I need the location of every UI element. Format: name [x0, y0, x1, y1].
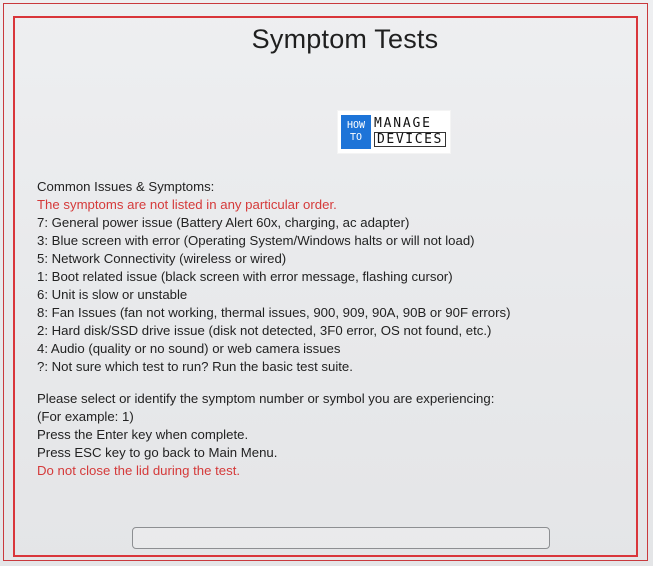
content-spacer — [37, 376, 637, 390]
logo-left-block — [341, 115, 371, 149]
symptom-item-boot: 1: Boot related issue (black screen with error message, flashing cursor) — [37, 269, 453, 284]
instruction-select-symptom: Please select or identify the symptom number or symbol you are experiencing: — [37, 391, 495, 406]
logo-right-top-text: MANAGE — [374, 116, 432, 131]
symptom-item-storage: 2: Hard disk/SSD drive issue (disk not detected, 3F0 error, OS not found, etc.) — [37, 323, 492, 338]
symptom-item-blue-screen: 3: Blue screen with error (Operating System/Windows halts or will not load) — [37, 233, 475, 248]
symptom-item-power: 7: General power issue (Battery Alert 60x, charging, ac adapter) — [37, 215, 410, 230]
page-title: Symptom Tests — [251, 24, 439, 54]
logo-right-block — [374, 117, 446, 147]
howto-manage-devices-logo — [338, 111, 450, 153]
logo-right-bottom-text: DEVICES — [374, 132, 446, 147]
symptom-item-slow: 6: Unit is slow or unstable — [37, 287, 188, 302]
symptom-entry-input[interactable] — [132, 527, 550, 549]
logo-left-bottom-text: TO — [349, 132, 363, 143]
ordering-note: The symptoms are not listed in any particular order. — [37, 197, 337, 212]
symptom-content — [37, 178, 637, 480]
instruction-esc: Press ESC key to go back to Main Menu. — [37, 445, 278, 460]
symptom-item-audio-camera: 4: Audio (quality or no sound) or web camera issues — [37, 341, 341, 356]
instruction-example: (For example: 1) — [37, 409, 134, 424]
section-heading: Common Issues & Symptoms: — [37, 179, 215, 194]
instruction-enter: Press the Enter key when complete. — [37, 427, 249, 442]
symptom-item-fan: 8: Fan Issues (fan not working, thermal issues, 900, 909, 90A, 90B or 90F errors) — [37, 305, 511, 320]
symptom-item-basic-suite: ?: Not sure which test to run? Run the basic test suite. — [37, 359, 353, 374]
logo-left-top-text: HOW — [346, 120, 366, 131]
lid-warning: Do not close the lid during the test. — [37, 463, 241, 478]
symptom-item-network: 5: Network Connectivity (wireless or wired) — [37, 251, 287, 266]
